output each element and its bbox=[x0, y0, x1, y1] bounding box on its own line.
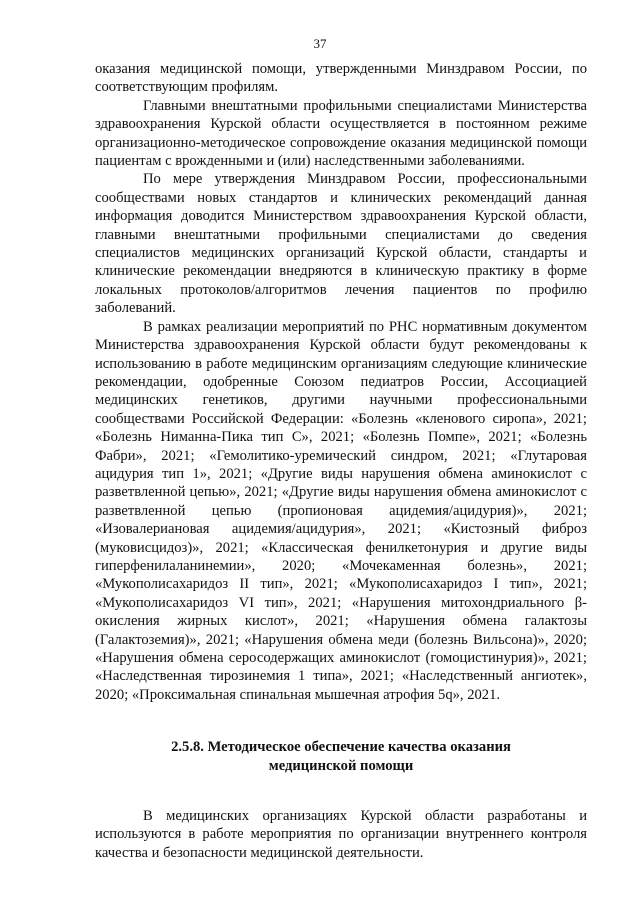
page-number: 37 bbox=[313, 36, 327, 51]
paragraph-specialists: Главными внештатными профильными специалистами Министерства здравоохранения Курской области осуществляется в постоянном режиме организационно-методическое сопровождение оказания медицинской помощи пациентам с врожденными и (или) наследственными заболеваниями. bbox=[95, 97, 587, 170]
paragraph-clinical-recommendations: В рамках реализации мероприятий по РНС нормативным документом Министерства здравоохранения Курской области будут рекомендованы к использованию в работе медицинским организациям следующие клинические рекомендации, одобренные Союзом педиатров России, Ассоциацией медицинских генетиков, другими научными профессиональными сообществами Российской Федерации: «Болезнь «кленового сиропа», 2021; «Болезнь Ниманна-Пика тип С», 2021; «Болезнь Помпе», 2021; «Болезнь Фабри», 2021; «Гемолитико-уремический синдром, 2021; «Глутаровая ацидурия тип 1», 2021; «Другие виды нарушения обмена аминокислот с разветвленной цепью», 2021; «Другие виды нарушения обмена аминокислот с разветвленной цепью (пропионовая ацидемия/ацидурия)», 2021; «Изовалериановая ацидемия/ацидурия», 2021; «Кистозный фиброз (муковисцидоз)», 2021; «Классическая фенилкетонурия и другие виды гиперфенилаланинемии», 2020; «Мочекаменная болезнь», 2021; «Мукополисахаридоз II тип», 2021; «Мукополисахаридоз I тип», 2021; «Мукополисахаридоз VI тип», 2021; «Нарушения митохондриального β-окисления жирных кислот», 2021; «Нарушения обмена галактозы (Галактоземия)», 2021; «Нарушения обмена меди (болезнь Вильсона)», 2020; «Нарушения обмена серосодержащих аминокислот (гомоцистинурия)», 2021; «Наследственная тирозинемия 1 типа», 2021; «Наследственный ангиотек», 2020; «Проксимальная спинальная мышечная атрофия 5q», 2021. bbox=[95, 318, 587, 703]
section-heading: 2.5.8. Методическое обеспечение качества оказания медицинской помощи bbox=[171, 739, 511, 774]
paragraph-quality-control: В медицинских организациях Курской области разработаны и используются в работе мероприятия по организации внутреннего контроля качества и безопасности медицинской деятельности. bbox=[95, 808, 587, 861]
document-body bbox=[95, 60, 587, 862]
paragraph-continuation: оказания медицинской помощи, утвержденными Минздравом России, по соответствующим профилям. bbox=[95, 61, 587, 96]
paragraph-standards: По мере утверждения Минздравом России, профессиональными сообществами новых стандартов и клинических рекомендаций данная информация доводится Министерством здравоохранения Курской области, главными внештатными профильными специалистами до сведения специалистов медицинских организаций Курской области, стандарты и клинические рекомендации внедряются в клиническую практику в форме локальных протоколов/алгоритмов лечения пациентов по профилю заболеваний. bbox=[95, 171, 587, 317]
